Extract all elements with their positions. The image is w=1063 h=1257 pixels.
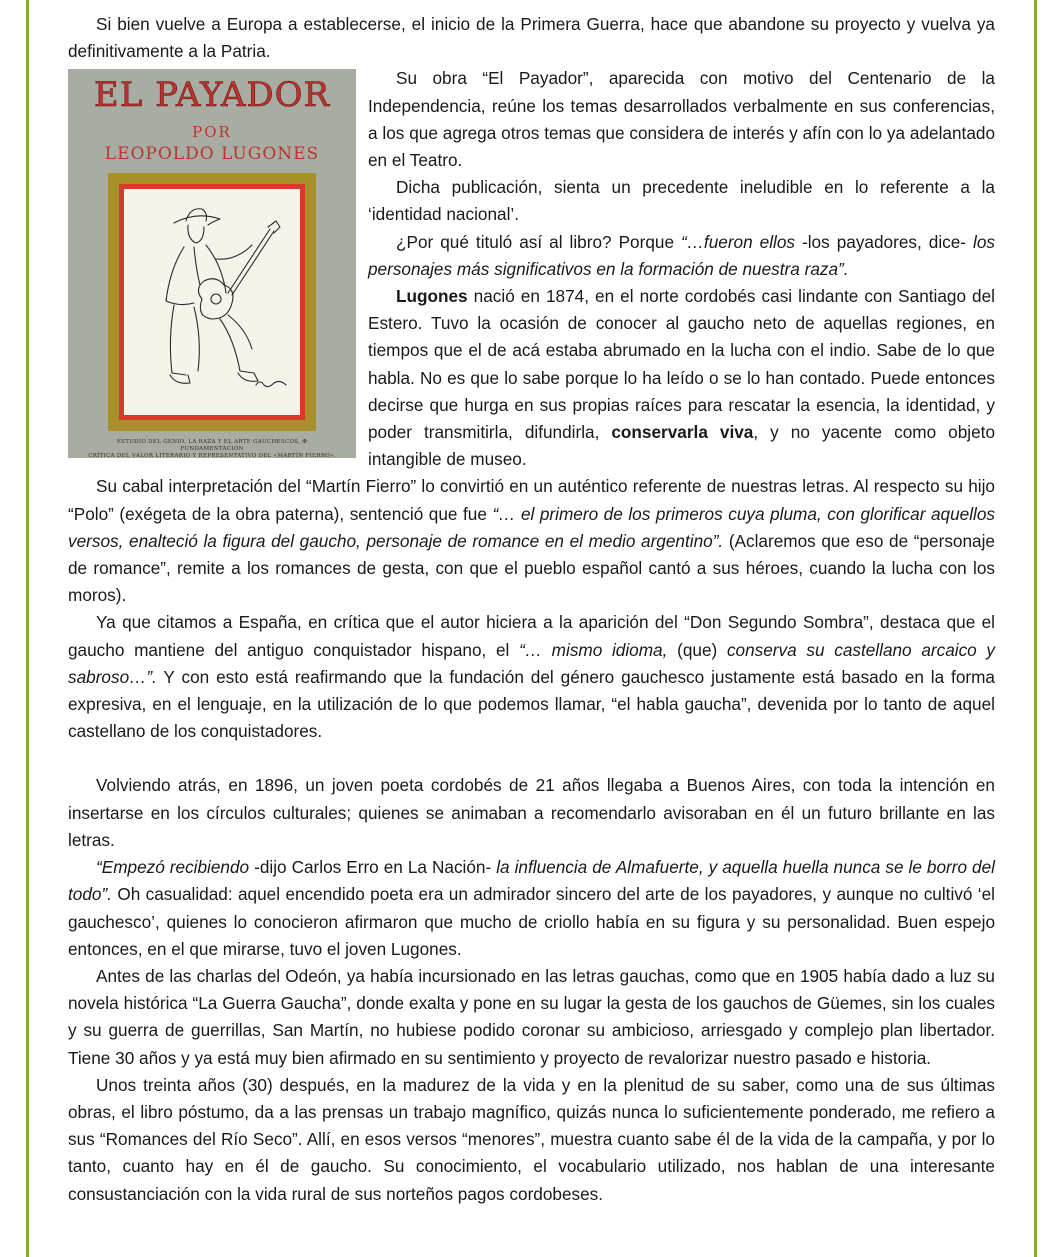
article-body: [68, 11, 995, 1208]
paragraph-5: Lugones nació en 1874, en el norte cordobés casi lindante con Santiago del Estero. Tuvo la ocasión de conocer al gaucho neto de aquellas regiones, en tiempos que el de acá estaba abrumado en la lucha con el indio. Sabe de lo que habla. No es que lo sabe porque lo ha leído o se lo han contado. Puede entonces decirse que hurga en sus propias raíces para rescatar la esencia, la identidad, y poder transmitirla, difundirla, conservarla viva, y no yacente como objeto intangible de museo.: [368, 286, 996, 470]
paragraph-2: Su obra “El Payador”, aparecida con motivo del Centenario de la Independencia, reúne los temas desarrollados verbalmente en sus conferencias, a los que agrega otros temas que considera de interés y afín con lo ya adelantado en el Teatro.: [368, 68, 995, 171]
cover-subtitle-line-2: CRÍTICA DEL VALOR LITERARIO Y REPRESENTATIVO DEL «MARTÍN FIERRO».: [88, 453, 336, 460]
paragraph-1: Si bien vuelve a Europa a establecerse, el inicio de la Primera Guerra, hace que abandone su proyecto y vuelva ya definitivamente a la Patria.: [68, 14, 995, 62]
gaucho-guitar-illustration: [124, 189, 300, 415]
paragraph-9: “Empezó recibiendo -dijo Carlos Erro en La Nación- la influencia de Almafuerte, y aquella huella nunca se le borro del todo”. Oh casualidad: aquel encendido poeta era un admirador sincero del arte de los payadores, y aunque no cultivó ‘el gauchesco’, quienes lo conocieron afirmaron que mucho de criollo había en su figura y su personalidad. Buen espejo entonces, en el que mirarse, tuvo el joven Lugones.: [68, 857, 995, 959]
paragraph-4: ¿Por qué tituló así al libro? Porque “…fueron ellos -los payadores, dice- los personajes más significativos en la formación de nuestra raza”.: [368, 231, 995, 279]
book-cover-image: [68, 69, 356, 458]
paragraph-8: Volviendo atrás, en 1896, un joven poeta cordobés de 21 años llegaba a Buenos Aires, con toda la intención en insertarse en los círculos culturales; quienes se animaban a recomendarlo avisoraban en él un futuro brillante en las letras.: [68, 775, 995, 850]
page-border-right: [1034, 0, 1037, 1257]
cover-frame: [108, 173, 316, 431]
paragraph-3: Dicha publicación, sienta un precedente ineludible en lo referente a la ‘identidad nacional’.: [368, 177, 995, 225]
paragraph-7: Ya que citamos a España, en crítica que el autor hiciera a la aparición del “Don Segundo Sombra”, destaca que el gaucho mantiene del antiguo conquistador hispano, el “… mismo idioma, (que) conserva su castellano arcaico y sabroso…”. Y con esto está reafirmando que la fundación del género gauchesco justamente está basado en la forma expresiva, en el lenguaje, en la utilización de lo que podemos llamar, “el habla gaucha”, devenida por lo tanto de aquel castellano de los conquistadores.: [68, 612, 996, 742]
page-border-left: [26, 0, 29, 1257]
cover-title: EL PAYADOR: [93, 75, 331, 116]
paragraph-11: Unos treinta años (30) después, en la madurez de la vida y en la plenitud de su saber, como una de sus últimas obras, el libro póstumo, da a las prensas un trabajo magnífico, quizás nunca lo suficientemente ponderado, me refiero a sus “Romances del Río Seco”. Allí, en esos versos “menores”, muestra cuanto sabe él de la vida de la campaña, y por lo tanto, cuanto hay en él de gaucho. Su conocimiento, el vocabulario utilizado, nos hablan de una interesante consustanciación con la vida rural de sus norteños pagos cordobeses.: [68, 1074, 995, 1204]
cover-por: POR: [192, 123, 232, 142]
cover-subtitle: [86, 439, 338, 460]
paragraph-6: Su cabal interpretación del “Martín Fierro” lo convirtió en un auténtico referente de nuestras letras. Al respecto su hijo “Polo” (exégeta de la obra paterna), sentenció que fue “… el primero de los primeros cuya pluma, con glorificar aquellos versos, enalteció la figura del gaucho, personaje de romance en el medio argentino”. (Aclaremos que eso de “personaje de romance”, remite a los romances de gesta, con que el pueblo español cantó a sus héroes, cuando la lucha con los moros).: [68, 476, 996, 606]
paragraph-10: Antes de las charlas del Odeón, ya había incursionado en las letras gauchas, como que en 1905 había dado a luz su novela histórica “La Guerra Gaucha”, donde exalta y pone en su lugar la gesta de los gauchos de Güemes, sin los cuales y su guerra de guerrillas, San Martín, no hubiese podido coronar su ambicioso, arriesgado y complejo plan libertador. Tiene 30 años y ya está muy bien afirmado en su sentimiento y proyecto de revalorizar nuestro pasado e historia.: [68, 965, 995, 1068]
cover-subtitle-line-1: ESTUDIO DEL GENIO, LA RAZA Y EL ARTE GAUCHESCOS, ✠ FUNDAMENTACIÓN: [116, 439, 308, 453]
cover-author: LEOPOLDO LUGONES: [104, 144, 320, 165]
